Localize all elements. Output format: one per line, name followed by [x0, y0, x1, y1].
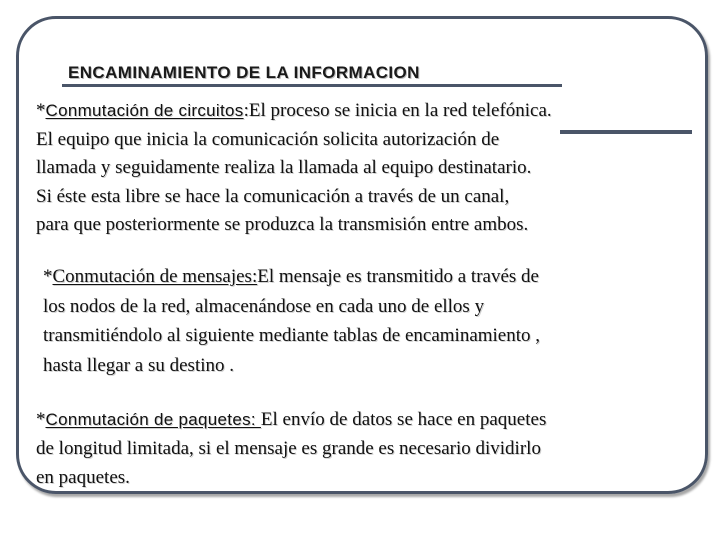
section-text-line: llamada y seguidamente realiza la llamada al equipo destinatario.	[36, 157, 532, 178]
bullet-asterisk: *	[36, 100, 46, 121]
section-first-line	[43, 262, 540, 292]
section-text-line: para que posteriormente se produzca la transmisión entre ambos.	[36, 214, 529, 235]
section-first-line	[36, 97, 552, 126]
section-text-line: de longitud limitada, si el mensaje es grande es necesario dividirlo	[36, 438, 541, 459]
section-first-line	[36, 405, 546, 434]
section-text-line: en paquetes.	[36, 467, 130, 488]
page-title: ENCAMINAMIENTO DE LA INFORMACION	[68, 63, 420, 82]
section-text-line: Si éste esta libre se hace la comunicación a través de un canal,	[36, 185, 510, 207]
section-heading: Conmutación de circuitos	[45, 101, 244, 120]
bullet-asterisk: *	[43, 266, 53, 287]
section-circuit-switching	[36, 97, 552, 240]
section-text-line: El equipo que inicia la comunicación solicita autorización de	[36, 128, 500, 150]
section-text: El mensaje es transmitido a través de	[257, 266, 539, 287]
section-text-line: hasta llegar a su destino .	[43, 354, 235, 376]
title-underline	[62, 84, 562, 87]
heading-colon: :	[243, 100, 249, 121]
section-message-switching	[43, 262, 540, 380]
decorative-line	[560, 130, 692, 134]
section-text: El envío de datos se hace en paquetes	[260, 409, 547, 430]
section-heading: Conmutación de mensajes:	[52, 266, 258, 287]
section-packet-switching	[36, 405, 546, 492]
section-text-line: los nodos de la red, almacenándose en cada uno de ellos y	[43, 295, 485, 317]
section-text-line: transmitiéndolo al siguiente mediante tablas de encaminamiento ,	[43, 325, 541, 346]
section-text: El proceso se inicia en la red telefónica.	[248, 100, 552, 121]
section-heading: Conmutación de paquetes:	[45, 410, 261, 429]
bullet-asterisk: *	[36, 409, 46, 430]
